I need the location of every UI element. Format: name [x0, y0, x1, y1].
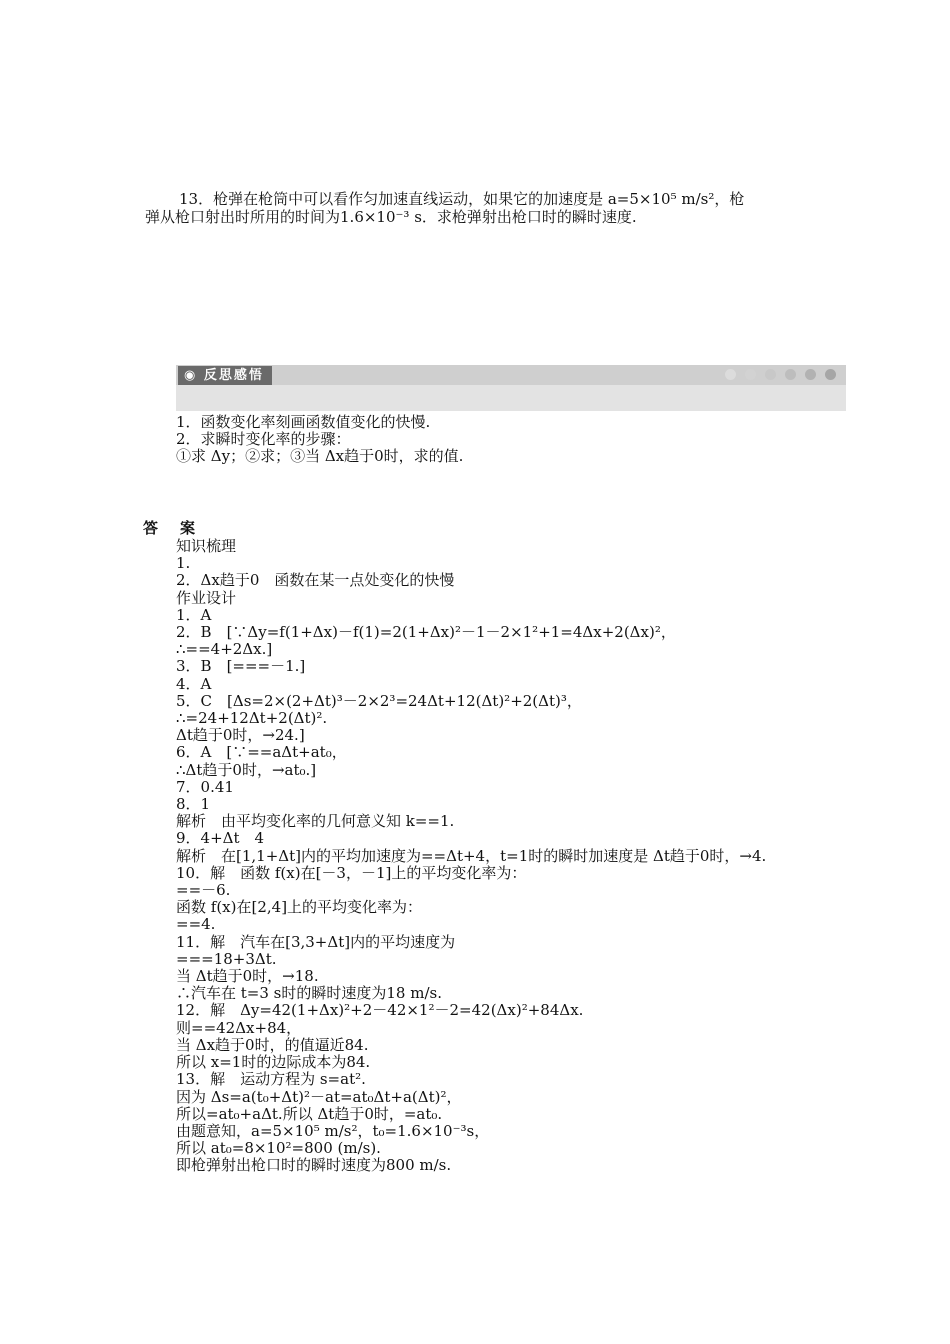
answer-line: 所以 x=1时的边际成本为84. — [176, 1053, 371, 1072]
reflection-banner — [176, 365, 846, 411]
reflection-item: 2．求瞬时变化率的步骤： — [176, 430, 351, 448]
answer-line: 3．B [===－1.] — [176, 657, 306, 676]
question-13-line-2: 弹从枪口射出时所用的时间为1.6×10⁻³ s．求枪弹射出枪口时的瞬时速度. — [145, 208, 637, 226]
banner-dot — [725, 369, 736, 380]
answer-line: 1. — [176, 554, 191, 573]
answer-line: 6．A [∵==aΔt+at₀， — [176, 743, 347, 762]
answer-line: 12．解 Δy=42(1+Δx)²+2－42×1²－2=42(Δx)²+84Δx. — [176, 1001, 584, 1020]
answer-line: ===18+3Δt. — [176, 949, 277, 968]
answer-line: ==4. — [176, 915, 216, 934]
answer-line: 2．Δx趋于0 函数在某一点处变化的快慢 — [176, 571, 455, 590]
answer-line: 因为 Δs=a(t₀+Δt)²－at=at₀Δt+a(Δt)²， — [176, 1087, 462, 1106]
answer-line: 4．A — [176, 674, 212, 693]
answer-line: ∴=24+12Δt+2(Δt)². — [176, 709, 328, 728]
answer-line: 所以=at₀+aΔt.所以 Δt趋于0时，=at₀. — [176, 1104, 443, 1123]
answer-line: 7．0.41 — [176, 777, 234, 796]
banner-dot — [785, 369, 796, 380]
answer-line: 则==42Δx+84， — [176, 1018, 302, 1037]
answer-line: Δt趋于0时，→24.] — [176, 726, 305, 745]
question-13-line-1: 13．枪弹在枪筒中可以看作匀加速直线运动，如果它的加速度是 a=5×10⁵ m/s²，枪 — [179, 190, 745, 208]
answers-title: 答案 — [143, 519, 218, 537]
answer-line: 9．4+Δt 4 — [176, 829, 265, 848]
question-13 — [145, 190, 810, 226]
answer-line: 1．A — [176, 605, 212, 624]
answer-line: 当 Δx趋于0时，的值逼近84. — [176, 1035, 369, 1054]
answer-line: 解析 由平均变化率的几何意义知 k==1. — [176, 812, 455, 831]
answer-line: 解析 在[1,1+Δt]内的平均加速度为==Δt+4，t=1时的瞬时加速度是 Δt趋于0时，→4. — [176, 846, 767, 865]
banner-dots — [725, 369, 836, 380]
answer-line: ∴Δt趋于0时，→at₀.] — [176, 760, 317, 779]
answer-line: 所以 at₀=8×10²=800 (m/s). — [176, 1139, 381, 1158]
answer-line: ∴汽车在 t=3 s时的瞬时速度为18 m/s. — [176, 984, 442, 1003]
answer-line: 11．解 汽车在[3,3+Δt]内的平均速度为 — [176, 932, 456, 951]
answer-line: 当 Δt趋于0时，→18. — [176, 967, 319, 986]
banner-dot — [745, 369, 756, 380]
reflection-list — [176, 414, 463, 465]
answer-line: ∴==4+2Δx.] — [176, 640, 273, 659]
banner-dot — [825, 369, 836, 380]
banner-dot — [765, 369, 776, 380]
reflection-item: 1．函数变化率刻画函数值变化的快慢. — [176, 413, 431, 431]
answer-line: 8．1 — [176, 795, 211, 814]
answer-line: ==－6. — [176, 881, 231, 900]
answers-list — [143, 538, 823, 1175]
answer-line: 2．B [∵Δy=f(1+Δx)－f(1)=2(1+Δx)²－1－2×1²+1=4Δx+2(Δx)²， — [176, 623, 676, 642]
answer-line: 函数 f(x)在[2,4]上的平均变化率为： — [176, 898, 423, 917]
answer-line: 10．解 函数 f(x)在[－3，－1]上的平均变化率为： — [176, 863, 527, 882]
answer-line: 知识梳理 — [176, 537, 237, 555]
answer-line: 即枪弹射出枪口时的瞬时速度为800 m/s. — [176, 1156, 452, 1175]
banner-dot — [805, 369, 816, 380]
answer-line: 13．解 运动方程为 s=at². — [176, 1070, 366, 1089]
banner-label: ◉ 反思感悟 — [178, 366, 272, 385]
answer-line: 由题意知，a=5×10⁵ m/s²，t₀=1.6×10⁻³s， — [176, 1121, 490, 1140]
answer-line: 5．C [Δs=2×(2+Δt)³－2×2³=24Δt+12(Δt)²+2(Δt)³， — [176, 691, 582, 710]
answer-line: 作业设计 — [176, 588, 237, 607]
reflection-item: ①求 Δy；②求；③当 Δx趋于0时，求的值. — [176, 447, 464, 465]
